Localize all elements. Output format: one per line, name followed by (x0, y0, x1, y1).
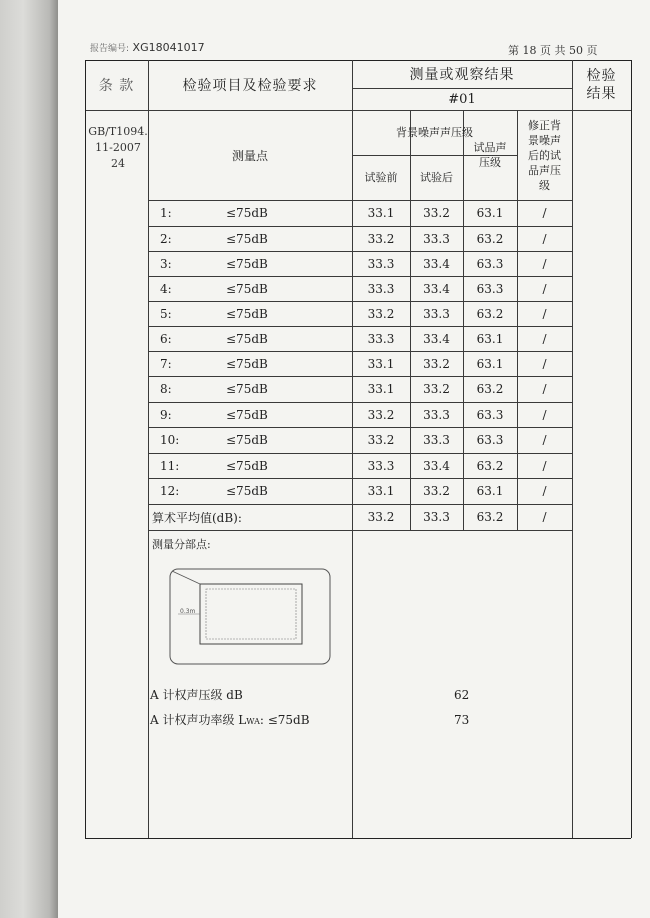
a-weighted-power-label (150, 711, 310, 728)
verdict-line2: 结果 (586, 86, 617, 102)
row-after: 33.4 (423, 281, 450, 296)
row-before: 33.3 (367, 458, 395, 473)
row-after: 33.4 (423, 256, 450, 271)
a-weighted-spl-value: 62 (454, 688, 470, 702)
row-limit: ≤75dB (226, 306, 268, 321)
row-corrected: / (542, 231, 547, 246)
row-spl: 63.3 (476, 256, 504, 271)
row-before: 33.1 (367, 356, 395, 371)
row-point: 8: (160, 382, 172, 396)
row-before: 33.1 (367, 484, 395, 498)
row-corrected: / (542, 433, 547, 447)
corrected-line4: 品声压 (528, 163, 561, 177)
col-clause-header: 条 款 (98, 78, 135, 94)
row-before: 33.3 (367, 256, 395, 271)
row-spl: 63.2 (476, 382, 504, 396)
row-after: 33.3 (423, 231, 450, 246)
row-after: 33.4 (423, 331, 450, 346)
row-point: 9: (160, 407, 172, 422)
row-spl: 63.1 (476, 484, 504, 498)
row-point: 11: (160, 458, 180, 473)
a-weighted-power-text: A 计权声功率级 L (150, 713, 247, 727)
row-corrected: / (542, 306, 547, 321)
a-weighted-power-limit: : ≤75dB (259, 713, 310, 727)
measurement-layout-diagram (168, 567, 333, 667)
row-point: 7: (160, 356, 172, 371)
page-info: 第 18 页 共 50 页 (508, 44, 598, 57)
row-after: 33.2 (423, 206, 450, 220)
row-after: 33.2 (423, 484, 450, 498)
row-after: 33.3 (423, 407, 450, 422)
distribution-label: 测量分部点: (152, 537, 211, 551)
row-spl: 63.3 (476, 433, 504, 447)
col-item-header: 检验项目及检验要求 (182, 78, 318, 94)
verdict-line1: 检验 (586, 68, 617, 84)
corrected-spl-header (517, 110, 572, 200)
average-before: 33.2 (367, 510, 395, 524)
corrected-line3: 后的试 (528, 148, 561, 162)
row-limit: ≤75dB (226, 231, 268, 246)
sample-spl-line1: 试品声 (473, 141, 507, 154)
sample-spl-line2: 压级 (479, 156, 501, 169)
report-number-label: 报告编号: (90, 44, 130, 54)
a-weighted-spl-label: A 计权声压级 dB (150, 688, 243, 702)
row-limit: ≤75dB (226, 356, 268, 371)
row-before: 33.2 (367, 231, 395, 246)
row-before: 33.3 (367, 331, 395, 346)
row-before: 33.2 (367, 306, 395, 321)
col-result-header: 测量或观察结果 (409, 67, 515, 83)
corrected-line1: 修正背 (528, 118, 561, 132)
row-spl: 63.2 (476, 458, 504, 473)
row-spl: 63.1 (476, 206, 504, 220)
row-spl: 63.1 (476, 356, 504, 371)
row-corrected: / (542, 484, 547, 498)
corrected-line5: 级 (539, 178, 550, 192)
clause-ref-line3: 24 (111, 157, 125, 170)
row-corrected: / (542, 256, 547, 271)
row-corrected: / (542, 331, 547, 346)
row-limit: ≤75dB (226, 433, 268, 447)
average-spl: 63.2 (476, 510, 504, 524)
bg-noise-header: 背景噪声声压级 (396, 126, 473, 139)
diagram-dimension: 0.3m (180, 608, 196, 615)
row-corrected: / (542, 382, 547, 396)
row-point: 5: (160, 306, 172, 321)
row-corrected: / (542, 206, 547, 220)
row-spl: 63.2 (476, 231, 504, 246)
row-before: 33.2 (367, 433, 395, 447)
row-corrected: / (542, 281, 547, 296)
a-weighted-power-value: 73 (454, 713, 470, 727)
row-spl: 63.3 (476, 407, 504, 422)
row-before: 33.1 (367, 382, 395, 396)
row-limit: ≤75dB (226, 331, 268, 346)
average-after: 33.3 (423, 510, 450, 524)
sample-id: #01 (448, 91, 476, 107)
before-header: 试验前 (364, 171, 398, 184)
row-limit: ≤75dB (226, 281, 268, 296)
average-label: 算术平均值(dB): (152, 510, 242, 525)
corrected-line2: 景噪声 (528, 133, 561, 147)
row-limit: ≤75dB (226, 206, 268, 220)
row-point: 12: (160, 484, 180, 498)
row-point: 2: (160, 231, 172, 246)
col-verdict-header (572, 60, 631, 110)
row-point: 4: (160, 281, 172, 296)
after-header: 试验后 (420, 171, 453, 184)
row-corrected: / (542, 458, 547, 473)
row-limit: ≤75dB (226, 256, 268, 271)
row-limit: ≤75dB (226, 382, 268, 396)
row-corrected: / (542, 407, 547, 422)
row-limit: ≤75dB (226, 484, 268, 498)
row-point: 3: (160, 256, 172, 271)
row-after: 33.2 (423, 382, 450, 396)
measure-point-header: 测量点 (231, 148, 268, 163)
row-corrected: / (542, 356, 547, 371)
sample-spl-header (463, 110, 517, 200)
row-point: 1: (160, 206, 172, 220)
row-before: 33.1 (367, 206, 395, 220)
row-spl: 63.2 (476, 306, 504, 321)
row-after: 33.4 (423, 458, 450, 473)
row-after: 33.2 (423, 356, 450, 371)
row-limit: ≤75dB (226, 458, 268, 473)
row-spl: 63.3 (476, 281, 504, 296)
clause-reference (88, 124, 148, 172)
row-point: 10: (160, 433, 180, 447)
clause-ref-line2: 11-2007 (95, 141, 141, 154)
row-before: 33.2 (367, 407, 395, 422)
a-weighted-power-subscript: WA (246, 717, 260, 726)
row-limit: ≤75dB (226, 407, 268, 422)
row-point: 6: (160, 331, 172, 346)
row-before: 33.3 (367, 281, 395, 296)
row-after: 33.3 (423, 306, 450, 321)
clause-ref-line1: GB/T1094. (88, 125, 148, 138)
report-number-value: XG18041017 (132, 41, 205, 54)
row-spl: 63.1 (476, 331, 504, 346)
average-corrected: / (542, 510, 547, 524)
row-after: 33.3 (423, 433, 450, 447)
